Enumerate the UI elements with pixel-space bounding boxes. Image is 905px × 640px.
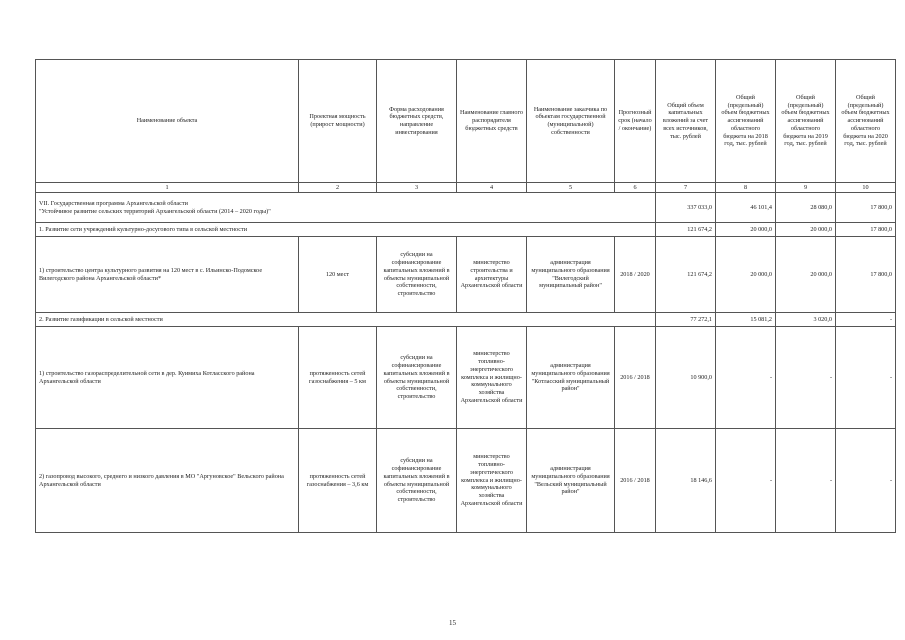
row2-period: 2016 / 2018 <box>615 327 656 429</box>
row2-manager: министерство топливно-энергетического комплекса и жилищно-коммунального хозяйства Архангельской области <box>457 327 527 429</box>
header-main-manager: Наименование главного распорядителя бюджетных средств <box>457 60 527 183</box>
section1-2019: 20 000,0 <box>776 223 836 237</box>
program-row <box>36 193 896 223</box>
row1-2020: 17 800,0 <box>836 237 896 313</box>
table-row <box>36 327 896 429</box>
table-row <box>36 429 896 533</box>
header-row <box>36 60 896 183</box>
header-budget-form: Форма расходования бюджетных средств, направление инвестирования <box>377 60 457 183</box>
program-title <box>36 193 656 223</box>
section-row <box>36 223 896 237</box>
column-number: 4 <box>457 183 527 193</box>
section1-2020: 17 800,0 <box>836 223 896 237</box>
row3-form: субсидии на софинансирование капитальных вложений в объекты муниципальной собственности, строительство <box>377 429 457 533</box>
section2-2020: - <box>836 313 896 327</box>
section1-total: 121 674,2 <box>656 223 716 237</box>
program-title-line2: "Устойчивое развитие сельских территорий Архангельской области (2014 – 2020 годы)" <box>39 207 271 215</box>
row3-name: 2) газопровод высокого, среднего и низкого давления в МО "Аргуновское" Вельского района Архангельской области <box>36 429 299 533</box>
column-number: 3 <box>377 183 457 193</box>
section1-title: 1. Развитие сети учреждений культурно-досугового типа в сельской местности <box>36 223 656 237</box>
column-number: 10 <box>836 183 896 193</box>
column-number: 9 <box>776 183 836 193</box>
header-object-name: Наименование объекта <box>36 60 299 183</box>
column-number: 6 <box>615 183 656 193</box>
row1-manager: министерство строительства и архитектуры Архангельской области <box>457 237 527 313</box>
row2-2018: - <box>716 327 776 429</box>
row3-customer: администрация муниципального образования "Вельский муниципальный район" <box>527 429 615 533</box>
program-total: 337 033,0 <box>656 193 716 223</box>
page-number: 15 <box>449 619 456 627</box>
section2-total: 77 272,1 <box>656 313 716 327</box>
row3-period: 2016 / 2018 <box>615 429 656 533</box>
header-period: Прогнозный срок (начало / окончание) <box>615 60 656 183</box>
row3-capacity: протяженность сетей газоснабжения – 3,6 км <box>299 429 377 533</box>
row2-form: субсидии на софинансирование капитальных вложений в объекты муниципальной собственности, строительство <box>377 327 457 429</box>
row1-form: субсидии на софинансирование капитальных вложений в объекты муниципальной собственности, строительство <box>377 237 457 313</box>
row2-2019: - <box>776 327 836 429</box>
section-row <box>36 313 896 327</box>
row1-name: 1) строительство центра культурного развития на 120 мест в с. Ильинско-Подомское Вилегодского района Архангельской области* <box>36 237 299 313</box>
row2-2020: - <box>836 327 896 429</box>
column-number: 5 <box>527 183 615 193</box>
row1-2018: 20 000,0 <box>716 237 776 313</box>
row3-2020: - <box>836 429 896 533</box>
column-number: 8 <box>716 183 776 193</box>
header-budget-2019: Общий (предельный) объем бюджетных ассигнований областного бюджета на 2019 год, тыс. рублей <box>776 60 836 183</box>
section2-title: 2. Развитие газификации в сельской местности <box>36 313 656 327</box>
row2-name: 1) строительство газораспределительной сети в дер. Куимиха Котласского района Архангельской области <box>36 327 299 429</box>
column-number-row <box>36 183 896 193</box>
row2-capacity: протяженность сетей газоснабжения – 5 км <box>299 327 377 429</box>
section2-2018: 15 081,2 <box>716 313 776 327</box>
header-budget-2018: Общий (предельный) объем бюджетных ассигнований областного бюджета на 2018 год, тыс. рублей <box>716 60 776 183</box>
row3-total: 18 146,6 <box>656 429 716 533</box>
row3-2019: - <box>776 429 836 533</box>
section2-2019: 3 020,0 <box>776 313 836 327</box>
table-row <box>36 237 896 313</box>
column-number: 7 <box>656 183 716 193</box>
header-capacity: Проектная мощность (прирост мощности) <box>299 60 377 183</box>
header-budget-2020: Общий (предельный) объем бюджетных ассигнований областного бюджета на 2020 год, тыс. рублей <box>836 60 896 183</box>
row1-total: 121 674,2 <box>656 237 716 313</box>
program-title-line1: VII. Государственная программа Архангельской области <box>39 199 188 207</box>
header-customer: Наименование заказчика по объектам государственной (муниципальной) собственности <box>527 60 615 183</box>
row1-period: 2018 / 2020 <box>615 237 656 313</box>
row1-customer: администрация муниципального образования "Вилегодский муниципальный район" <box>527 237 615 313</box>
program-2020: 17 800,0 <box>836 193 896 223</box>
row1-2019: 20 000,0 <box>776 237 836 313</box>
row3-manager: министерство топливно-энергетического комплекса и жилищно-коммунального хозяйства Архангельской области <box>457 429 527 533</box>
header-total-investment: Общий объем капитальных вложений за счет всех источников, тыс. рублей <box>656 60 716 183</box>
row2-total: 10 900,0 <box>656 327 716 429</box>
column-number: 2 <box>299 183 377 193</box>
column-number: 1 <box>36 183 299 193</box>
row3-2018: - <box>716 429 776 533</box>
row2-customer: администрация муниципального образования "Котласский муниципальный район" <box>527 327 615 429</box>
section1-2018: 20 000,0 <box>716 223 776 237</box>
row1-capacity: 120 мест <box>299 237 377 313</box>
investment-table <box>35 59 896 533</box>
program-2018: 46 101,4 <box>716 193 776 223</box>
program-2019: 28 080,0 <box>776 193 836 223</box>
